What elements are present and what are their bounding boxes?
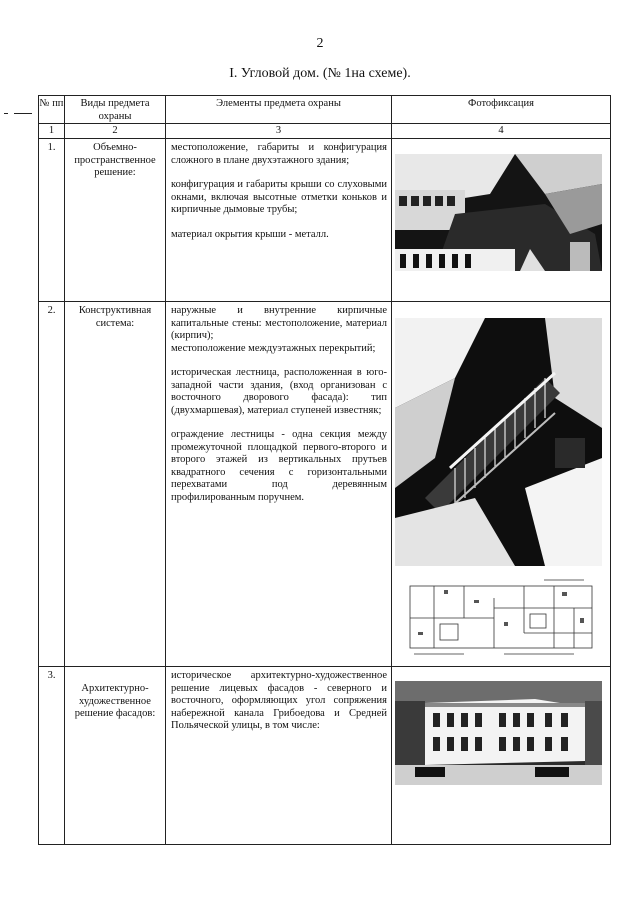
element-paragraph: историческая лестница, расположенная в юго-западной части здания, (вход организован с восточного дворового фасада): тип (двухмаршевая), материал ступеней известняк; [171, 367, 387, 416]
photo-cell [392, 302, 611, 667]
floor-plan [404, 578, 598, 658]
margin-mark [4, 113, 8, 114]
header-photo: Фотофиксация [392, 96, 611, 124]
row-elements [166, 139, 392, 302]
col-number: 1 [39, 124, 65, 139]
row-type: Архитектурно-художественное решение фасадов: [65, 667, 166, 845]
table-row [39, 302, 611, 667]
page-number: 2 [316, 36, 324, 51]
col-number: 4 [392, 124, 611, 139]
section-heading: I. Угловой дом. (№ 1на схеме). [229, 66, 411, 81]
element-paragraph: конфигурация и габариты крыши со слуховыми окнами, включая высотные отметки коньков и кирпичные дымовые трубы; [171, 179, 387, 215]
header-elements: Элементы предмета охраны [166, 96, 392, 124]
row-number: 3. [39, 667, 65, 845]
col-number: 3 [166, 124, 392, 139]
table-row [39, 139, 611, 302]
element-paragraph: ограждение лестницы - одна секция между промежуточной площадкой первого-второго и второго этажей из вертикальных прутьев квадратного сечения с горизонтальными перехватами под деревянным профилированным поручнем. [171, 429, 387, 503]
element-paragraph: материал окрытия крыши - металл. [171, 228, 329, 240]
photo-cell [392, 139, 611, 302]
header-num: № пп [39, 96, 65, 124]
table-row [39, 667, 611, 845]
row-number: 2. [39, 302, 65, 667]
col-number: 2 [65, 124, 166, 139]
element-paragraph: историческое архитектурно-художественное решение лицевых фасадов - северного и восточного, оформляющих угол сопряжения набережной канала Грибоедова и Средней Польяческой улицы, в том числе: [171, 670, 387, 731]
row-number: 1. [39, 139, 65, 302]
row-elements [166, 667, 392, 845]
photo-cell [392, 667, 611, 845]
element-paragraph: местоположение, габариты и конфигурация сложного в плане двухэтажного здания; [171, 142, 387, 166]
row-type: Объемно-пространственное решение: [65, 139, 166, 302]
row-type: Конструктивная система: [65, 302, 166, 667]
facade-photo [395, 681, 602, 785]
roof-photo [395, 154, 602, 271]
protection-table [38, 95, 611, 845]
header-type: Виды предмета охраны [65, 96, 166, 124]
margin-mark [14, 113, 32, 114]
row-elements [166, 302, 392, 667]
element-paragraph: наружные и внутренние кирпичные капитальные стены: местоположение, материал (кирпич); местоположение междуэтажных перекрытий; [171, 305, 387, 354]
staircase-photo [395, 318, 602, 566]
